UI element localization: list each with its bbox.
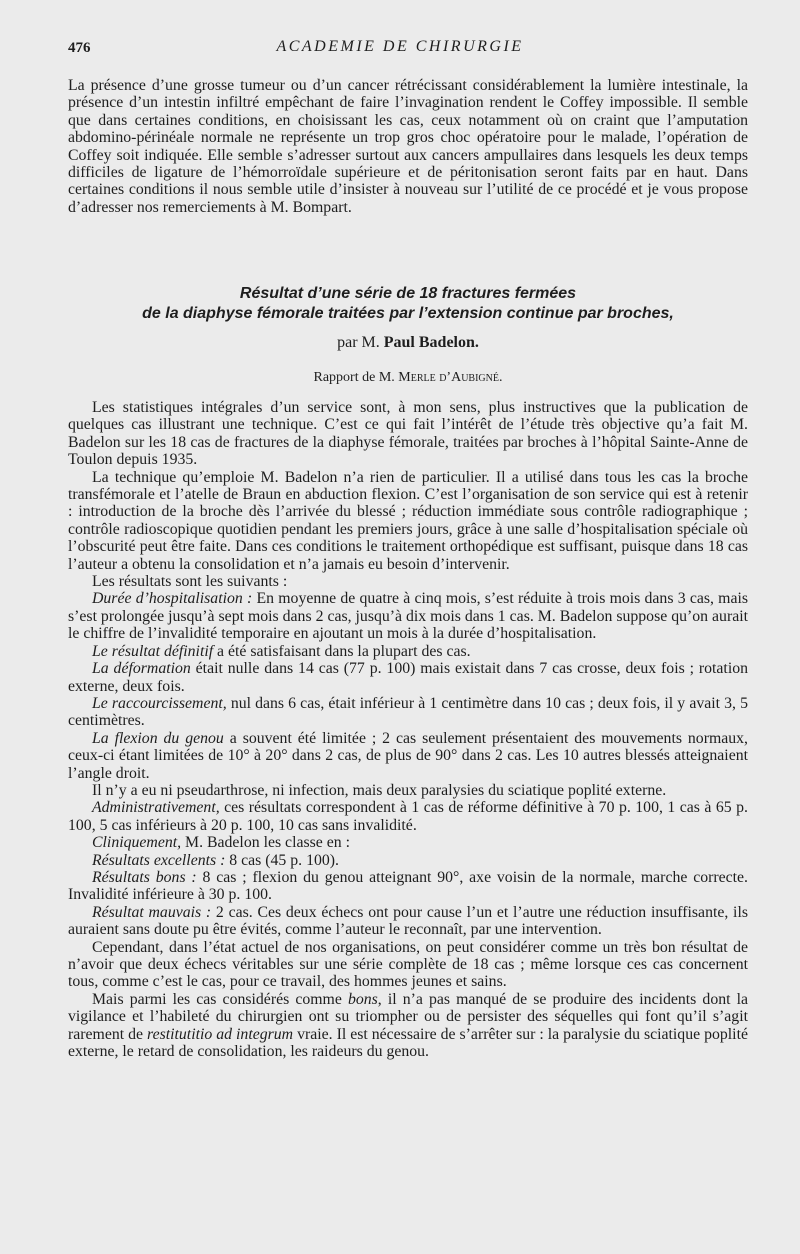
- intro-paragraph: La présence d’une grosse tumeur ou d’un cancer rétrécissant considérablement la lumière intestinale, la présence d’un intestin infiltré empêchant de faire l’invagination rendent le Coffey impossible. Il semble que dans certaines conditions, en choisissant les cas, ceux notamment où on craint que l’amputation abdomino-périnéale normale ne représente un trop gros choc opératoire pour le malade, l’opération de Coffey soit indiquée. Elle semble s’adresser surtout aux cancers ampullaires dans lesquels les deux temps difficiles de ligature de l’hémorroïdale supérieure et de péritonisation seront faits par en haut. Dans certaines conditions il nous semble utile d’insister à nouveau sur l’utilité de ce procédé et je vous propose d’adresser nos remerciements à M. Bompart.: [68, 77, 748, 216]
- body-paragraph: Cependant, dans l’état actuel de nos organisations, on peut considérer comme un très bon résultat de n’avoir que deux échecs véritables sur une série complète de 18 cas ; même lorsque ces cas concernent tous, comme c’est le cas, pour ce travail, des hommes jeunes et sains.: [68, 938, 748, 991]
- paragraph-text: ces résultats correspondent à 1 cas de réforme définitive à 70 p. 100, 1 cas à 65 p. 100, 5 cas inférieurs à 20 p. 100, 10 cas sans invalidité.: [68, 799, 748, 834]
- body-paragraph: La technique qu’emploie M. Badelon n’a rien de particulier. Il a utilisé dans tous les cas la broche transfémorale et l’atelle de Braun en abduction flexion. C’est l’organisation de son service qui est à retenir : introduction de la broche dès l’arrivée du blessé ; réduction immédiate sous contrôle radiographique ; contrôle radioscopique quotidien pendant les premiers jours, grâce à une salle d’hospitalisation spéciale où l’obscurité peut être faite. Dans ces conditions le traitement orthopédique est suffisant, puisque dans 18 cas l’auteur a obtenu la consolidation et n’a jamais eu besoin d’intervenir.: [68, 468, 748, 573]
- body-paragraph: [68, 869, 748, 904]
- intro-section: [68, 77, 748, 216]
- article-title-line2: de la diaphyse fémorale traitées par l’extension continue par broches,: [142, 305, 674, 322]
- page-number: 476: [68, 40, 91, 56]
- body-paragraph: [68, 643, 748, 660]
- rapport-prefix: Rapport de M.: [313, 370, 399, 385]
- paragraph-label: Résultats bons :: [92, 868, 197, 886]
- paragraph-text: vraie. Il est nécessaire de s’arrêter sur : la paralysie du sciatique poplité externe, le retard de consolidation, les raideurs du genou.: [68, 1025, 748, 1061]
- paragraph-text: 8 cas ; flexion du genou atteignant 90°, axe voisin de la normale, marche correcte. Invalidité inférieure à 30 p. 100.: [68, 868, 748, 904]
- body-paragraph: [68, 904, 748, 939]
- rapporteur-name: Merle d’Aubigné.: [398, 370, 503, 385]
- body-paragraph: [68, 991, 748, 1061]
- body-paragraph: [68, 695, 748, 730]
- body-paragraph: [68, 590, 748, 642]
- paragraph-text: M. Badelon les classe en :: [181, 834, 350, 852]
- emphasis-text: bons: [347, 990, 378, 1008]
- paragraph-label: Résultats excellents :: [92, 851, 226, 869]
- paragraph-text: a été satisfaisant dans la plupart des cas.: [213, 642, 471, 660]
- paragraph-text: Mais parmi les cas considérés comme: [92, 990, 348, 1008]
- paragraph-label: Cliniquement,: [92, 834, 182, 852]
- body-paragraph: [68, 852, 748, 869]
- paragraph-text: 2 cas. Ces deux échecs ont pour cause l’un et l’autre une réduction insuffisante, ils auraient sans doute pu être évités, comme l’auteur le reconnaît, par une intervention.: [68, 903, 748, 939]
- paragraph-label: Résultat mauvais :: [92, 903, 212, 921]
- paragraph-text: était nulle dans 14 cas (77 p. 100) mais existait dans 7 cas crosse, deux fois ; rotation externe, deux fois.: [68, 660, 749, 695]
- paragraph-label: Durée d’hospitalisation :: [92, 590, 253, 608]
- body-paragraph: Les statistiques intégrales d’un service sont, à mon sens, plus instructives que la publication de quelques cas illustrant une technique. C’est ce qui fait l’intérêt de l’étude très objective qu’a fait M. Badelon sur les 18 cas de fractures de la diaphyse fémorale, traitées par broches à l’hôpital Sainte-Anne de Toulon depuis 1935.: [68, 399, 748, 469]
- article-title-line1: Résultat d’une série de 18 fractures fermées: [239, 285, 577, 302]
- body-paragraph: [68, 799, 748, 834]
- paragraph-text: 8 cas (45 p. 100).: [225, 851, 339, 869]
- paragraph-text: a souvent été limitée ; 2 cas seulement présentaient des mouvements normaux, ceux-ci étant limitées de 10° à 20° dans 2 cas, de plus de 90° dans 2 cas. Les 10 autres blessés atteignaient l’angle droit.: [68, 729, 749, 782]
- body-paragraph: [68, 660, 748, 695]
- emphasis-text: restitutitio ad integrum: [147, 1025, 294, 1043]
- running-title: ACADEMIE DE CHIRURGIE: [276, 38, 524, 55]
- author-name: Paul Badelon.: [383, 334, 479, 351]
- paragraph-label: La déformation: [92, 660, 191, 678]
- paragraph-text: , il n’a pas manqué de se produire des incidents dont la vigilance et l’habileté du chirurgien ont su triompher ou de persister des séquelles qui font qu’il s’agit rarement de: [68, 990, 748, 1043]
- paragraph-text: En moyenne de quatre à cinq mois, s’est réduite à trois mois dans 3 cas, mais s’est prolongée jusqu’à sept mois dans 2 cas, jusqu’à dix mois dans 1 cas. M. Badelon suppose qu’on aurait le chiffre de l’invalidité temporaire en ajoutant un mois à la durée d’hospitalisation.: [68, 590, 748, 643]
- paragraph-label: Le raccourcissement,: [92, 694, 227, 712]
- page-header: [0, 38, 800, 62]
- article-title: [68, 284, 748, 324]
- paragraph-label: Le résultat définitif: [92, 642, 214, 660]
- body-paragraph: Les résultats sont les suivants :: [92, 573, 288, 591]
- paragraph-label: La flexion du genou: [92, 729, 224, 747]
- body-paragraph: [68, 730, 748, 782]
- article-body: [68, 399, 748, 1060]
- paragraph-text: nul dans 6 cas, était inférieur à 1 centimètre dans 10 cas ; deux fois, il y avait 3, 5 centimètres.: [68, 694, 748, 730]
- body-paragraph: Il n’y a eu ni pseudarthrose, ni infection, mais deux paralysies du sciatique poplité externe.: [92, 781, 667, 799]
- body-paragraph: [68, 834, 748, 851]
- byline-prefix: par M.: [337, 334, 384, 351]
- article-heading: [68, 284, 748, 386]
- byline: [68, 334, 748, 352]
- paragraph-label: Administrativement,: [92, 799, 220, 817]
- rapport-line: [68, 370, 748, 386]
